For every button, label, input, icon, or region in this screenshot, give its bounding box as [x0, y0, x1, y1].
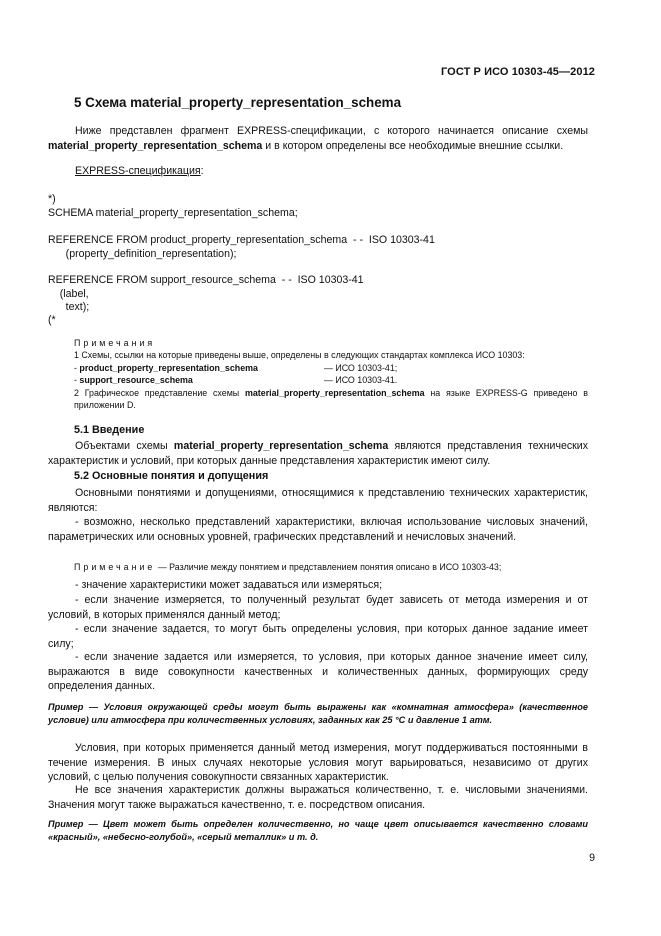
section-5-2-title: 5.2 Основные понятия и допущения — [74, 470, 269, 482]
note-ref-row-1 — [74, 362, 588, 374]
notes-heading: Примечания — [74, 338, 156, 348]
section-5-intro — [48, 124, 588, 153]
s51-text-c: являются представления технических характеристик и условий, при которых данные представления характеристик имеют силу. — [48, 440, 588, 467]
note-2 — [74, 387, 588, 412]
s52-list-item-3: - если значение задается, то могут быть определены условия, при которых данное задание имеет силу; — [48, 623, 588, 650]
note-2-text-c: на языке EXPRESS-G приведено в приложении D. — [74, 387, 588, 411]
s51-text-a: Объектами схемы — [75, 440, 174, 452]
note-ref-schema-2: support_resource_schema — [79, 375, 193, 386]
code-line-1: *) — [48, 193, 56, 205]
s52-list-item-2: - если значение измеряется, то полученный результат будет зависеть от метода измерения и от условий, в которых применялся данный метод; — [48, 594, 588, 621]
s52-note — [74, 561, 588, 573]
list-dash: - — [74, 362, 80, 373]
s52-list-item-4: - если значение задается или измеряется, то условия, при которых данное значение имеет силу, выражаются в виде совокупности качественных и количественных данных, формирующих среду определения данных. — [48, 651, 588, 693]
section-5-title: 5 Схема material_property_representation_schema — [74, 95, 402, 110]
page-number: 9 — [589, 852, 595, 864]
s52-note-label: Примечание — [74, 562, 156, 572]
s52-paragraph-4: Не все значения характеристик должны выражаться количественно, т. е. числовыми значениями. Значения могут также выражаться качественно, т. е. посредством описания. — [48, 784, 588, 811]
intro-text-b: и в котором определены все необходимые внешние ссылки. — [262, 139, 564, 152]
note-ref-standard-2: — ИСО 10303-41. — [324, 375, 398, 386]
s52-list-item-1: - значение характеристики может задаваться или измеряться; — [75, 579, 383, 591]
note-1: 1 Схемы, ссылки на которые приведены выше, определены в следующих стандартах комплекса ИСО 10303: — [74, 350, 525, 361]
note-2-text-a: 2 Графическое представление схемы — [74, 387, 245, 398]
code-line-2: SCHEMA material_property_representation_schema; — [48, 207, 298, 219]
s52-paragraph-3: Условия, при которых применяется данный метод измерения, могут поддерживаться постоянными в течение измерения. В иных случаях некоторые условия могут варьироваться, независимо от других условий, с целью получения совокупности связанных характеристик. — [48, 742, 588, 784]
s52-paragraph-1: Основными понятиями и допущениями, относящимися к представлению технических характеристик, являются: — [48, 487, 588, 514]
code-line-6: (label, — [48, 288, 89, 300]
express-spec-colon: : — [200, 165, 204, 177]
s51-schema: material_property_representation_schema — [173, 440, 389, 452]
code-line-5: REFERENCE FROM support_resource_schema - - ISO 10303-41 — [48, 274, 364, 286]
example-1: Пример — Условия окружающей среды могут быть выражены как «комнатная атмосфера» (качественное условие) или атмосфера при количественных условиях, заданных как 25 °С и давление 1 атм. — [48, 702, 588, 725]
standard-header: ГОСТ Р ИСО 10303-45—2012 — [440, 66, 595, 78]
code-line-4: (property_definition_representation); — [48, 248, 237, 260]
express-spec-label: EXPRESS-спецификация — [75, 165, 201, 177]
note-2-schema: material_property_representation_schema — [244, 387, 425, 398]
note-ref-row-2 — [74, 374, 588, 386]
intro-schema-name: material_property_representation_schema — [48, 139, 263, 152]
code-line-8: (* — [48, 314, 56, 326]
list-dash: - — [74, 375, 80, 386]
code-line-3: REFERENCE FROM product_property_representation_schema - - ISO 10303-41 — [48, 234, 435, 246]
s52-list-item-0: - возможно, несколько представлений характеристики, включая использование числовых значений, параметрических или основных уровней, графических представлений и нечисловых значений. — [48, 516, 588, 543]
intro-text-a: Ниже представлен фрагмент EXPRESS-спецификации, с которого начинается описание схемы — [75, 125, 588, 137]
s52-note-text: — Различие между понятием и представлением понятия описано в ИСО 10303-43; — [155, 562, 502, 572]
express-label-line — [48, 164, 588, 179]
section-5-1-title: 5.1 Введение — [74, 424, 145, 436]
code-line-7: text); — [48, 301, 90, 313]
example-2: Пример — Цвет может быть определен количественно, но чаще цвет описывается качественно словами «красный», «небесно-голубой», «серый металлик» и т. д. — [48, 819, 588, 842]
note-ref-schema-1: product_property_representation_schema — [79, 362, 258, 373]
notes-block — [74, 337, 588, 411]
note-ref-standard-1: — ИСО 10303-41; — [324, 362, 398, 373]
section-5-1-text — [48, 439, 588, 468]
